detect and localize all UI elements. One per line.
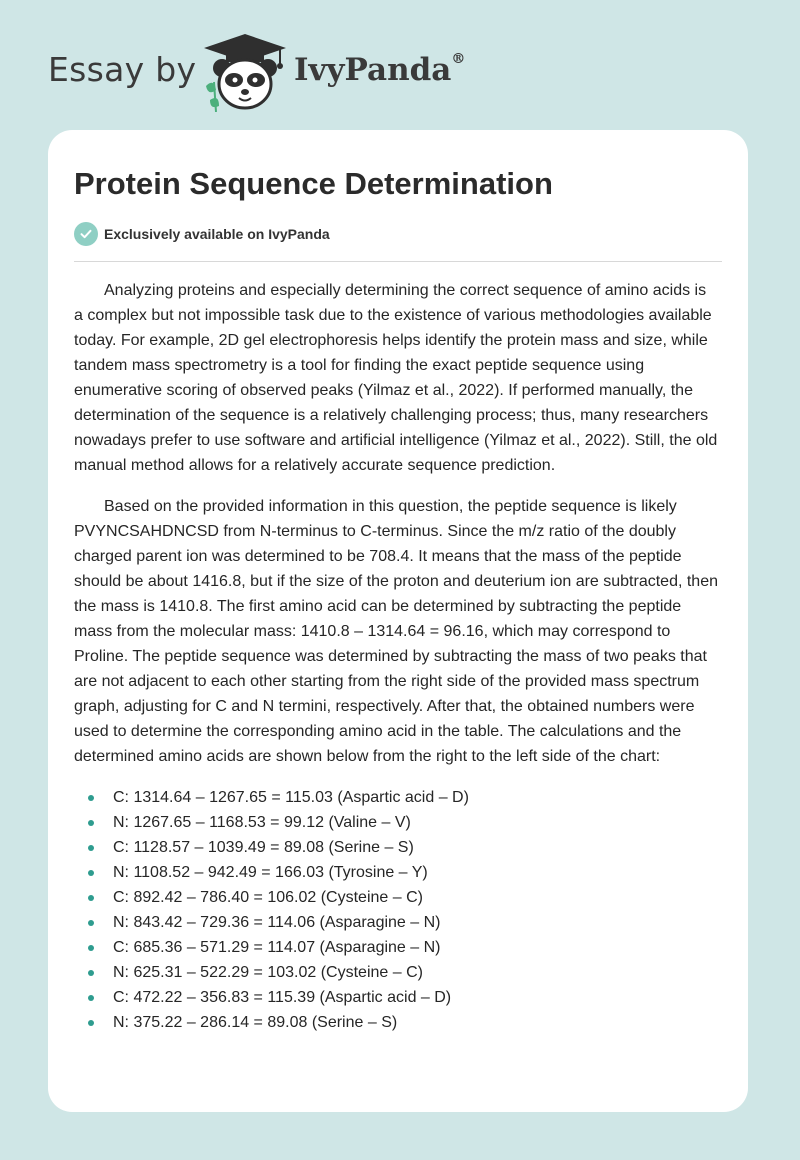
essay-card: [48, 130, 748, 1112]
brand-name-text: IvyPanda: [294, 52, 452, 88]
brand-name[interactable]: [294, 52, 465, 88]
site-header: [48, 30, 548, 110]
brand-prefix: Essay by: [48, 50, 197, 89]
bullet-icon: [88, 970, 94, 976]
paragraph: Based on the provided information in this question, the peptide sequence is likely PVYNCSAHDNCSD from N-terminus to C-terminus. Since the m/z ratio of the doubly charged parent ion was determined to be 708.4. It means that the mass of the peptide should be about 1416.8, but if the size of the proton and deuterium ion are subtracted, then the mass is 1410.8. The first amino acid can be determined by subtracting the peptide mass from the molecular mass: 1410.8 – 1314.64 = 96.16, which may correspond to Proline. The peptide sequence was determined by subtracting the mass of two peaks that are not adjacent to each other starting from the right side of the provided mass spectrum graph, adjusting for C and N termini, respectively. After that, the obtained numbers were used to determine the corresponding amino acid in the table. The calculations and the determined amino acids are shown below from the right to the left side of the chart:: [74, 498, 718, 765]
divider: [74, 261, 722, 262]
page-title: Protein Sequence Determination: [74, 166, 553, 201]
list-item: N: 843.42 – 729.36 = 114.06 (Asparagine – N): [88, 910, 719, 935]
bullet-icon: [88, 920, 94, 926]
list-item: C: 1314.64 – 1267.65 = 115.03 (Aspartic acid – D): [88, 785, 719, 810]
panda-graduate-icon: [200, 32, 290, 112]
paragraph: Analyzing proteins and especially determining the correct sequence of amino acids is a complex but not impossible task due to the existence of various methodologies available today. For example, 2D gel electrophoresis helps identify the protein mass and size, while tandem mass spectrometry is a tool for finding the exact peptide sequence using enumerative scoring of observed peaks (Yilmaz et al., 2022). If performed manually, the determination of the sequence is a relatively challenging process; thus, many researchers nowadays prefer to use software and artificial intelligence (Yilmaz et al., 2022). Still, the old manual method allows for a relatively accurate sequence prediction.: [74, 282, 718, 474]
list-item: C: 1128.57 – 1039.49 = 89.08 (Serine – S): [88, 835, 719, 860]
bullet-icon: [88, 820, 94, 826]
bullet-icon: [88, 895, 94, 901]
list-item: N: 375.22 – 286.14 = 89.08 (Serine – S): [88, 1010, 719, 1035]
list-item: C: 892.42 – 786.40 = 106.02 (Cysteine – C): [88, 885, 719, 910]
list-item: C: 472.22 – 356.83 = 115.39 (Aspartic acid – D): [88, 985, 719, 1010]
list-item: N: 1267.65 – 1168.53 = 99.12 (Valine – V): [88, 810, 719, 835]
essay-body: [74, 278, 719, 1035]
bullet-icon: [88, 945, 94, 951]
bullet-icon: [88, 870, 94, 876]
bullet-icon: [88, 795, 94, 801]
list-item: N: 625.31 – 522.29 = 103.02 (Cysteine – C): [88, 960, 719, 985]
list-item: N: 1108.52 – 942.49 = 166.03 (Tyrosine – Y): [88, 860, 719, 885]
bullet-icon: [88, 845, 94, 851]
exclusive-badge-label: Exclusively available on IvyPanda: [104, 226, 330, 242]
check-icon: [74, 222, 98, 246]
exclusive-badge: [74, 222, 330, 246]
bullet-icon: [88, 995, 94, 1001]
list-item: C: 685.36 – 571.29 = 114.07 (Asparagine – N): [88, 935, 719, 960]
calculation-list: [74, 785, 719, 1035]
registered-mark: ®: [451, 50, 466, 67]
bullet-icon: [88, 1020, 94, 1026]
